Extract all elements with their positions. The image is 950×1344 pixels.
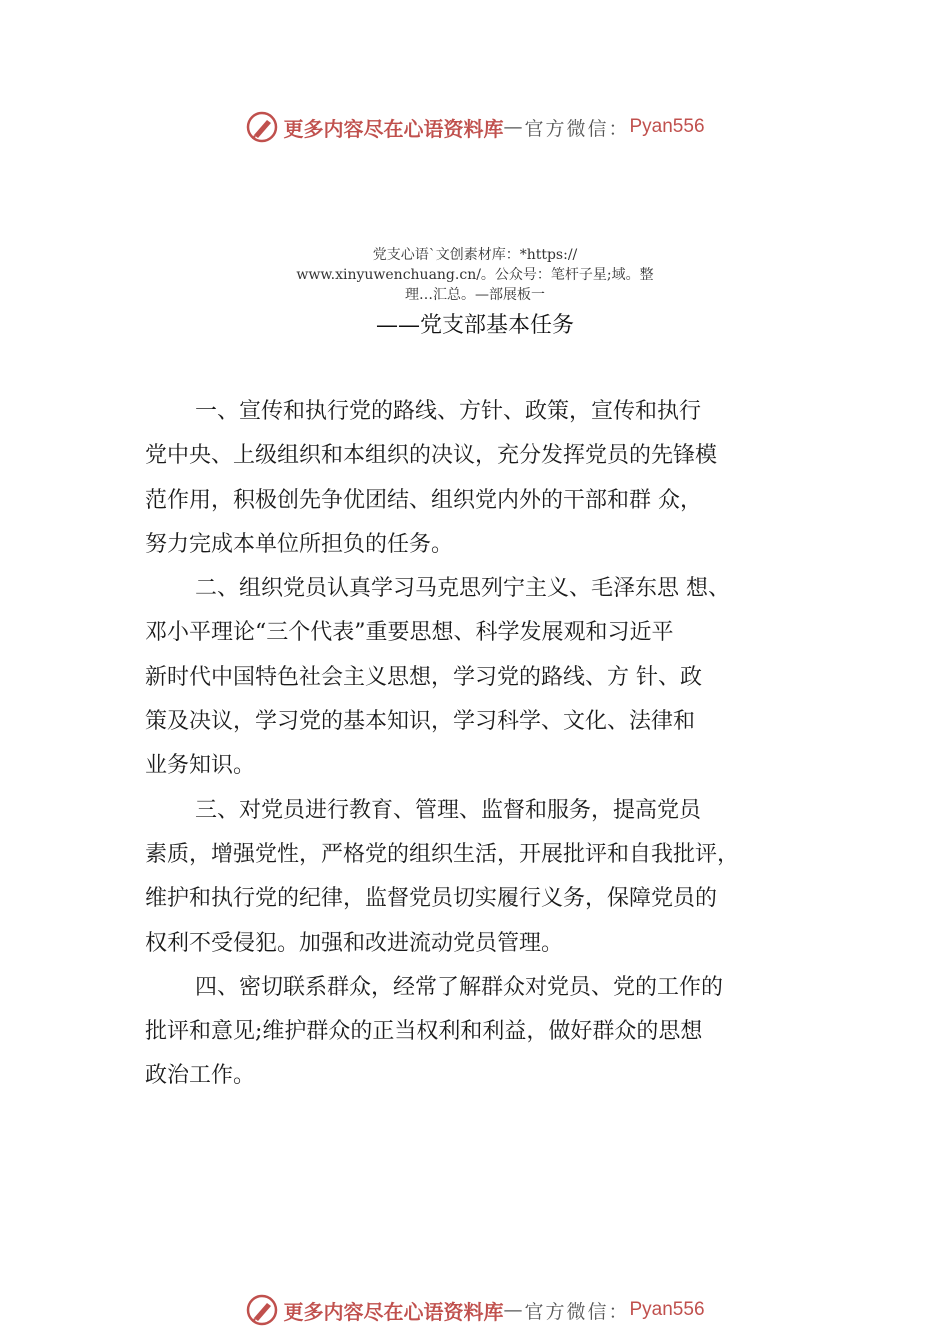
banner-main-text: 更多内容尽在心语资料库 [283, 1299, 504, 1324]
paragraph-line: 努力完成本单位所担负的任务。 [145, 531, 454, 557]
document-title: ——党支部基本任务 [375, 313, 574, 338]
paragraph-line: 批评和意见;维护群众的正当权利和利益，做好群众的思想 [145, 1019, 703, 1045]
source-line: 党支心语`文创素材库：*https:// [372, 247, 578, 263]
paragraph-line: 四、密切联系群众，经常了解群众对党员、党的工作的 [195, 974, 724, 1000]
paragraph-3 [145, 789, 805, 966]
paragraph-line: 范作用，积极创先争优团结、组织党内外的干部和群 众， [145, 487, 702, 513]
source-line: 理…汇总。—部展板一 [405, 287, 545, 303]
paragraph-2 [145, 567, 805, 788]
paragraph-line: 权利不受侵犯。加强和改进流动党员管理。 [145, 930, 564, 956]
banner-sub-text: 官方微信： [524, 1300, 630, 1323]
paragraph-line: 维护和执行党的纪律，监督党员切实履行义务，保障党员的 [145, 886, 718, 912]
paragraph-line: 新时代中国特色社会主义思想，学习党的路线、方 针、政 [145, 664, 702, 690]
document-body [145, 390, 805, 1099]
header-banner [0, 105, 950, 149]
source-line: www.xinyuwenchuang.cn/。公众号：笔杆子星;域。整 [296, 267, 654, 283]
paragraph-line: 政治工作。 [145, 1063, 256, 1089]
paragraph-line: 二、组织党员认真学习马克思列宁主义、毛泽东思 想、 [195, 576, 730, 602]
banner-dash: — [503, 116, 525, 138]
pen-circle-logo-icon [245, 1293, 279, 1327]
paragraph-1 [145, 390, 805, 567]
paragraph-line: 素质，增强党性，严格党的组织生活，开展批评和自我批评， [145, 841, 740, 867]
paragraph-line: 一、宣传和执行党的路线、方针、政策，宣传和执行 [195, 399, 702, 424]
paragraph-line: 党中央、上级组织和本组织的决议，充分发挥党员的先锋模 [145, 443, 718, 469]
pen-circle-logo-icon [245, 110, 279, 144]
paragraph-line: 三、对党员进行教育、管理、监督和服务，提高党员 [195, 797, 702, 823]
banner-main-text: 更多内容尽在心语资料库 [283, 116, 504, 141]
source-note [230, 245, 720, 305]
banner-wechat-id: Pyan556 [629, 116, 705, 137]
footer-banner [0, 1288, 950, 1332]
banner-sub-text: 官方微信： [524, 117, 630, 140]
banner-wechat-id: Pyan556 [629, 1299, 705, 1320]
paragraph-line: 业务知识。 [145, 753, 256, 779]
banner-dash: — [503, 1299, 525, 1321]
paragraph-line: 策及决议，学习党的基本知识，学习科学、文化、法律和 [145, 709, 696, 735]
paragraph-line: 邓小平理论“三个代表”重要思想、科学发展观和习近平 [145, 620, 674, 646]
paragraph-4 [145, 966, 805, 1099]
